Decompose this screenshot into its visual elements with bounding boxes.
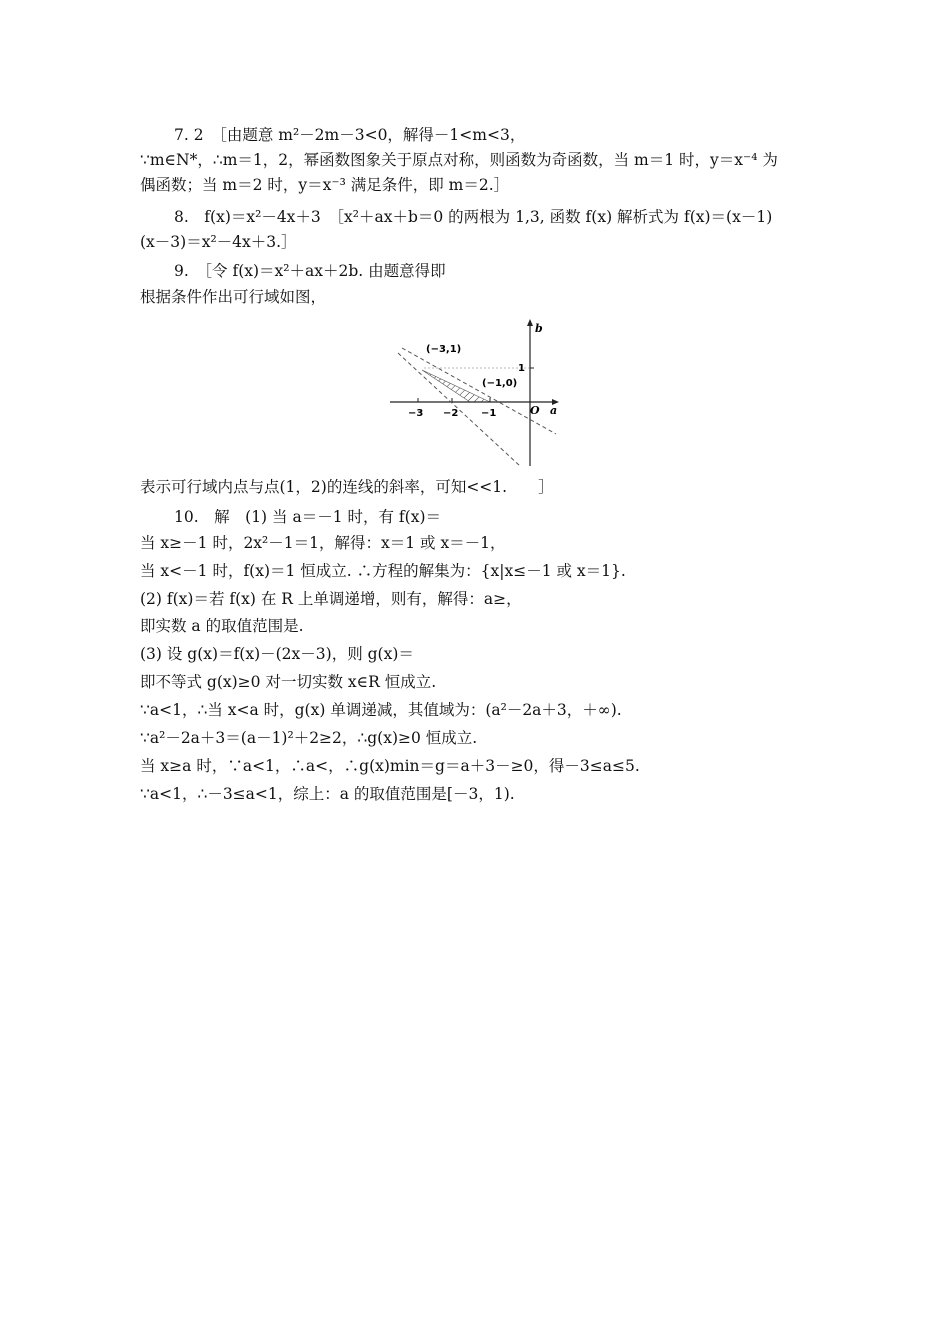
- b-axis-label: b: [535, 322, 543, 335]
- solution-7-line-3: 偶函数；当 m＝2 时，y＝x⁻³ 满足条件，即 m＝2.］: [140, 176, 510, 194]
- feasible-region: [422, 370, 490, 402]
- solution-10-line-4: (2) f(x)＝若 f(x) 在 R 上单调递增，则有，解得：a≥，: [140, 590, 522, 608]
- solution-10-line-2: 当 x≥－1 时，2x²－1＝1，解得：x＝1 或 x＝－1，: [140, 534, 506, 552]
- solution-8-line-2: (x－3)＝x²－4x＋3.］: [140, 233, 297, 251]
- point-label-minus3-1: (−3,1): [426, 344, 462, 355]
- solution-9-line-3: 表示可行域内点与点(1，2)的连线的斜率，可知<<1. ］: [140, 478, 554, 496]
- solution-10-line-11: ∵a<1，∴－3≤a<1，综上：a 的取值范围是[－3，1).: [140, 785, 515, 803]
- x-tick-label-minus1: −1: [481, 408, 497, 419]
- solution-9-line-1: 9. ［令 f(x)＝x²＋ax＋2b. 由题意得即: [174, 262, 446, 280]
- boundary-line-1: [402, 348, 556, 434]
- solution-10-line-10: 当 x≥a 时，∵a<1，∴a<，∴g(x)min＝g＝a＋3－≥0，得－3≤a≤5.: [140, 757, 640, 775]
- feasible-region-diagram: [388, 318, 560, 468]
- solution-10-line-3: 当 x<－1 时，f(x)＝1 恒成立. ∴方程的解集为：{x|x≤－1 或 x＝1}.: [140, 562, 626, 580]
- point-label-minus1-0: (−1,0): [482, 378, 518, 389]
- solution-10-line-8: ∵a<1，∴当 x<a 时，g(x) 单调递减，其值域为：(a²－2a＋3，＋∞).: [140, 701, 622, 719]
- a-axis-label: a: [550, 404, 558, 417]
- solution-10-line-6: (3) 设 g(x)＝f(x)－(2x－3)，则 g(x)＝: [140, 645, 414, 663]
- b-axis-arrow: [527, 319, 533, 326]
- feasible-region-figure: [388, 318, 560, 468]
- solution-8-line-1: 8. f(x)＝x²－4x＋3 ［x²＋ax＋b＝0 的两根为 1,3, 函数 f(x) 解析式为 f(x)＝(x－1): [174, 208, 773, 226]
- x-tick-label-minus2: −2: [443, 408, 459, 419]
- solution-7-line-2: ∵m∈N*，∴m＝1，2，幂函数图象关于原点对称，则函数为奇函数，当 m＝1 时，y＝x⁻⁴ 为: [140, 151, 778, 169]
- solution-10-line-7: 即不等式 g(x)≥0 对一切实数 x∈R 恒成立.: [140, 673, 437, 691]
- origin-label: O: [530, 404, 540, 417]
- solution-9-line-2: 根据条件作出可行域如图，: [140, 288, 327, 306]
- solution-7-line-1: 7. 2 ［由题意 m²－2m－3<0，解得－1<m<3，: [174, 126, 526, 144]
- solution-10-line-1: 10. 解 (1) 当 a＝－1 时，有 f(x)＝: [174, 508, 441, 526]
- x-tick-label-minus3: −3: [408, 408, 424, 419]
- solution-10-line-9: ∵a²－2a＋3＝(a－1)²＋2≥2，∴g(x)≥0 恒成立.: [140, 729, 478, 747]
- solution-10-line-5: 即实数 a 的取值范围是.: [140, 617, 304, 635]
- y-tick-label-1: 1: [518, 363, 525, 374]
